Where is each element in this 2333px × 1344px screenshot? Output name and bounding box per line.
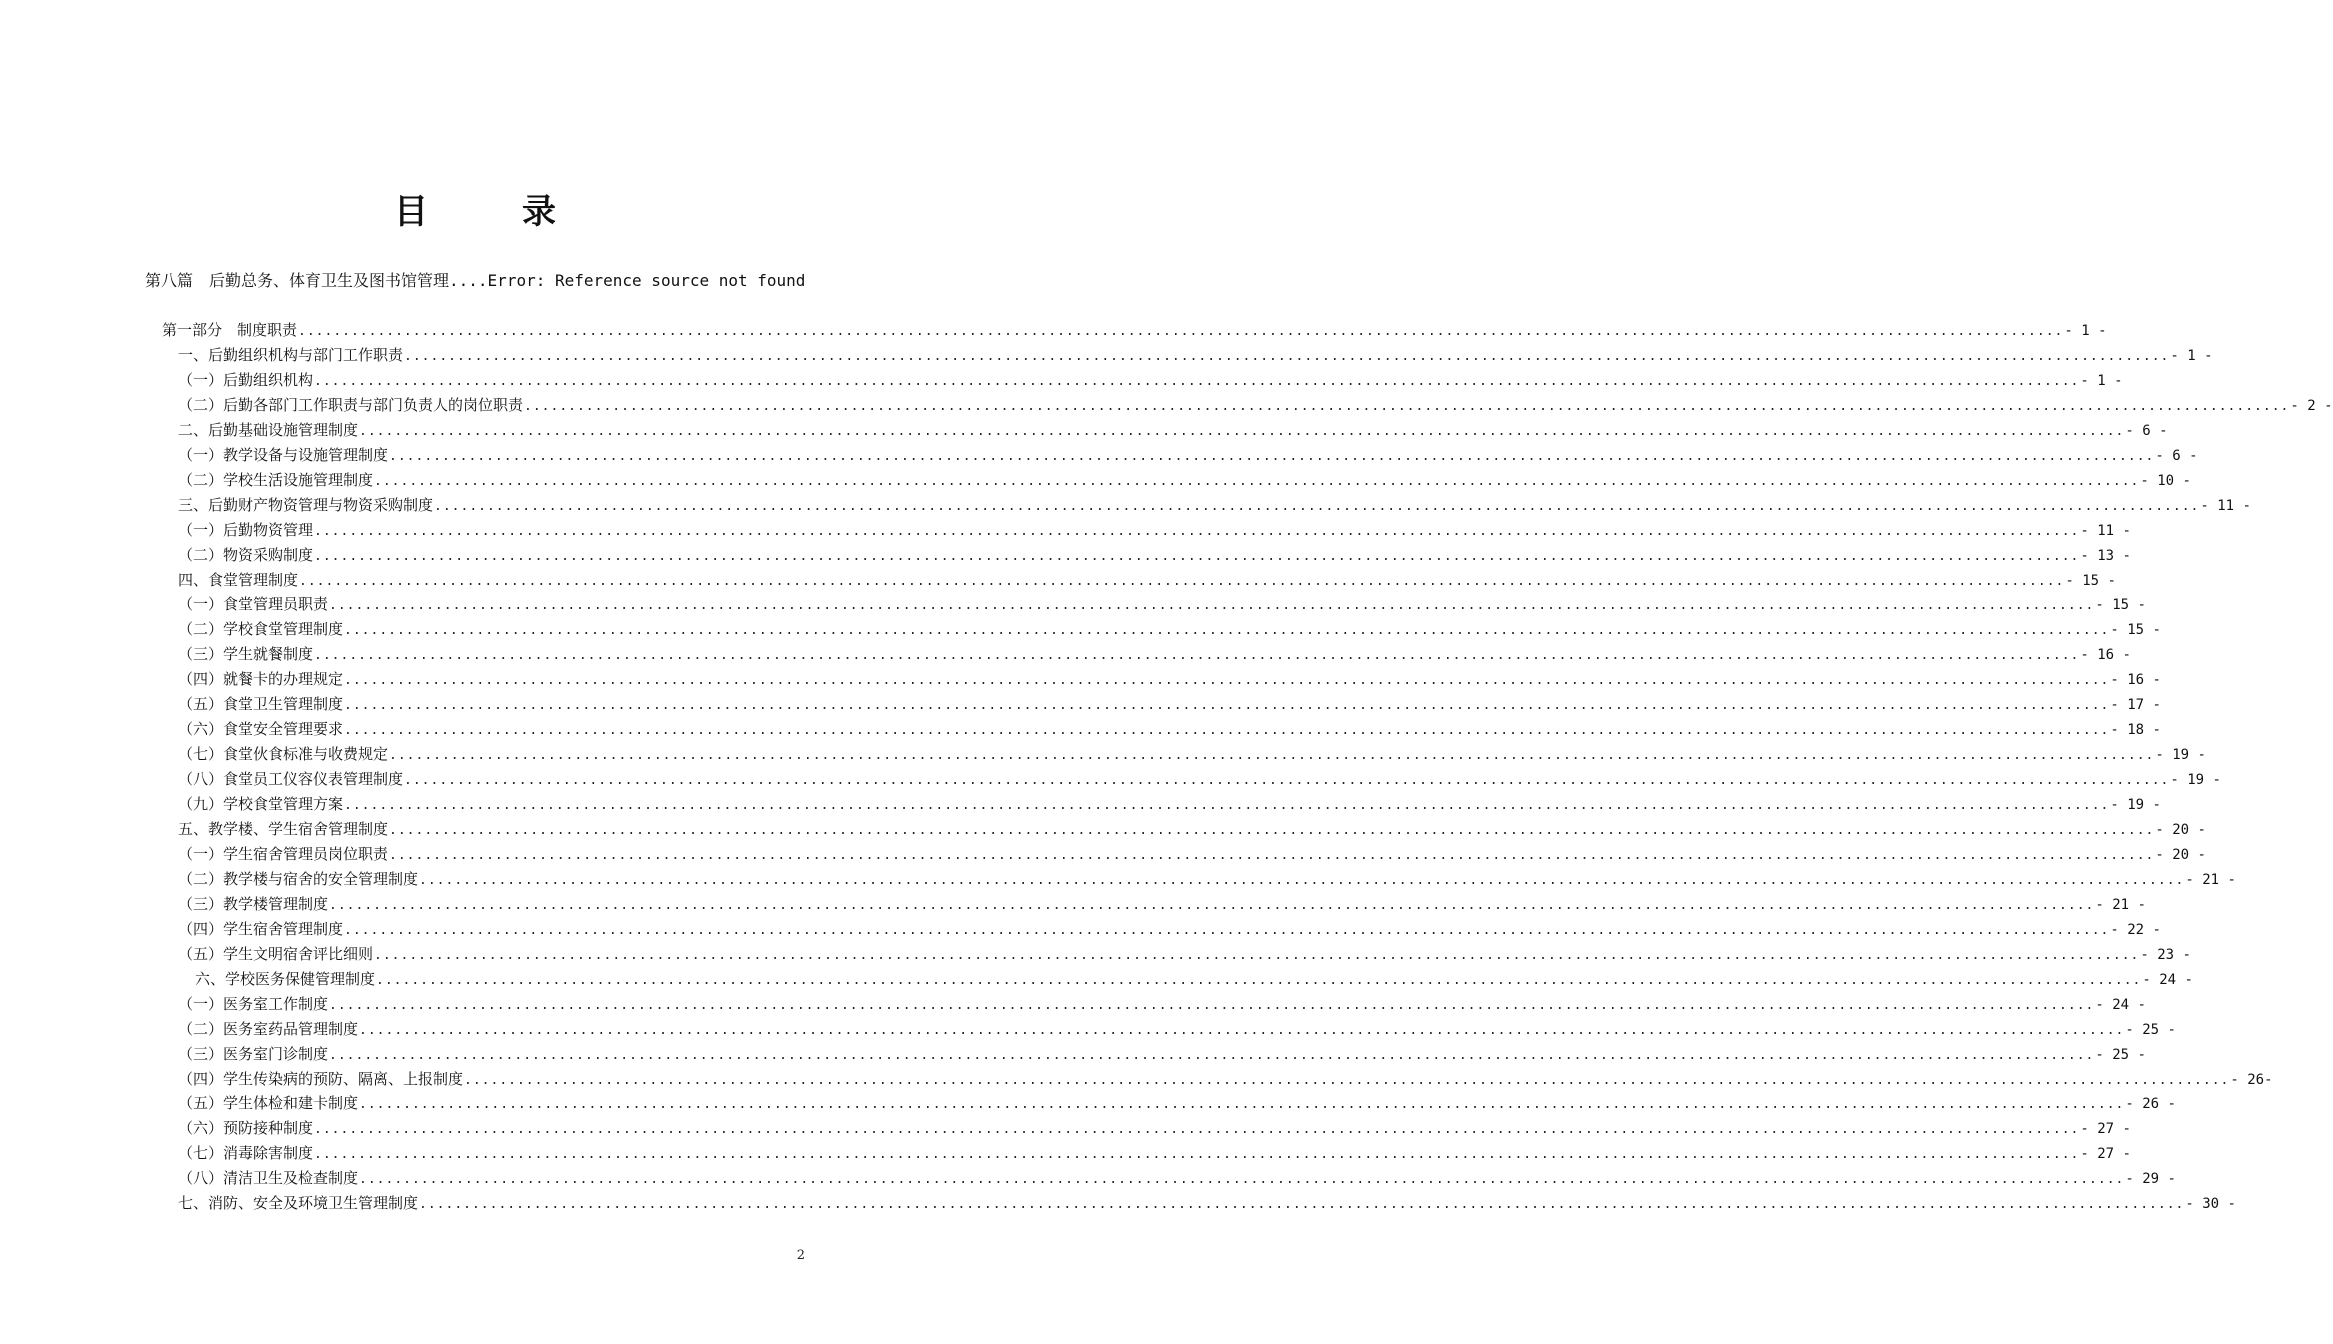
toc-leader-dots: ........................................................................................................................................................................................................ [419, 1197, 2185, 1213]
toc-entry-page: - 1 - [2080, 372, 2123, 389]
toc-leader-dots: ........................................................................................................................................................................................................ [299, 573, 2065, 589]
toc-entry-page: - 21 - [2185, 871, 2236, 888]
toc-entry-page: - 6 - [2125, 422, 2168, 439]
toc-entry-page: - 27 - [2080, 1121, 2131, 1138]
toc-leader-dots: ........................................................................................................................................................................................................ [359, 1172, 2125, 1188]
toc-leader-dots: ........................................................................................................................................................................................................ [404, 773, 2170, 789]
toc-entry-page: - 11 - [2080, 522, 2131, 539]
toc-leader-dots: ........................................................................................................................................................................................................ [344, 798, 2110, 814]
toc-leader-dots: ........................................................................................................................................................................................................ [389, 823, 2155, 838]
toc-entry-page: - 15 - [2065, 572, 2116, 589]
toc-entry[interactable] [178, 343, 2213, 368]
toc-leader-dots: ........................................................................................................................................................................................................ [419, 872, 2185, 888]
toc-entry[interactable] [178, 1191, 2236, 1216]
toc-leader-dots: ........................................................................................................................................................................................................ [389, 748, 2155, 764]
toc-entry-page: - 30 - [2185, 1196, 2236, 1213]
toc-entry-label: （二）医务室药品管理制度 [178, 1019, 359, 1038]
toc-entry[interactable] [178, 892, 2146, 917]
toc-entry[interactable] [178, 393, 2333, 418]
toc-entry[interactable] [178, 667, 2161, 692]
toc-entry-label: （六）预防接种制度 [178, 1119, 314, 1138]
toc-entry-label: （三）医务室门诊制度 [178, 1044, 329, 1063]
toc-title: 目 录 [394, 192, 586, 232]
toc-entry-page: - 16 - [2080, 647, 2131, 664]
toc-entry[interactable] [178, 543, 2131, 568]
toc-entry-label: 七、消防、安全及环境卫生管理制度 [178, 1194, 419, 1213]
toc-entry-label: （九）学校食堂管理方案 [178, 795, 344, 814]
toc-leader-dots: ........................................................................................................................................................................................................ [344, 623, 2110, 639]
toc-entry-label: （二）教学楼与宿舍的安全管理制度 [178, 869, 419, 888]
toc-leader-dots: ........................................................................................................................................................................................................ [329, 897, 2095, 913]
toc-entry-page: - 1 - [2170, 347, 2213, 364]
toc-leader-dots: ........................................................................................................................................................................................................ [374, 947, 2140, 963]
toc-entry-page: - 19 - [2170, 772, 2221, 789]
toc-entry-page: - 19 - [2110, 797, 2161, 814]
toc-entry[interactable] [178, 468, 2191, 493]
toc-entry[interactable] [178, 493, 2251, 518]
toc-leader-dots: ........................................................................................................................................................................................................ [329, 1047, 2095, 1063]
toc-leader-dots: ........................................................................................................................................................................................................ [314, 523, 2080, 539]
toc-entry-label: （一）医务室工作制度 [178, 994, 329, 1013]
toc-entry-page: - 29 - [2125, 1171, 2176, 1188]
toc-entry[interactable] [178, 1116, 2131, 1141]
toc-entry[interactable] [178, 617, 2161, 642]
toc-entry-label: （七）食堂伙食标准与收费规定 [178, 745, 389, 764]
toc-entry-label: （五）学生文明宿舍评比细则 [178, 944, 374, 963]
toc-entry-page: - 20 - [2155, 822, 2206, 838]
toc-entry[interactable] [178, 767, 2221, 792]
toc-heading-entry[interactable] [145, 268, 807, 293]
toc-entry-page: - 2 - [2290, 397, 2333, 414]
toc-entry-page: - 26- [2230, 1071, 2273, 1088]
toc-entry[interactable] [178, 942, 2191, 967]
toc-leader-dots: ........................................................................................................................................................................................................ [314, 1147, 2080, 1163]
toc-entry-page: - 20 - [2155, 846, 2206, 863]
toc-leader-dots: ........................................................................................................................................................................................................ [314, 373, 2080, 389]
toc-entry-label: （一）后勤物资管理 [178, 520, 314, 539]
toc-entry[interactable] [178, 1091, 2176, 1116]
toc-entry-page: - 16 - [2110, 672, 2161, 689]
toc-entry-label: （八）食堂员工仪容仪表管理制度 [178, 770, 404, 789]
toc-entry-label: （三）教学楼管理制度 [178, 894, 329, 913]
toc-entry-page: - 17 - [2110, 697, 2161, 714]
toc-entry[interactable] [162, 318, 2107, 343]
toc-leader-dots: ........................................................................................................................................................................................................ [344, 673, 2110, 689]
toc-leader-dots: ........................................................................................................................................................................................................ [376, 972, 2142, 988]
toc-leader-dots: ........................................................................................................................................................................................................ [389, 847, 2155, 863]
toc-entry-label: （一）食堂管理员职责 [178, 595, 329, 614]
toc-entry[interactable] [178, 867, 2236, 892]
toc-entry-page: - 19 - [2155, 747, 2206, 764]
toc-entry-label: （四）就餐卡的办理规定 [178, 670, 344, 689]
toc-leader-dots: ........................................................................................................................................................................................................ [314, 1122, 2080, 1138]
toc-entry-label: （八）清洁卫生及检查制度 [178, 1169, 359, 1188]
toc-leader-dots: ........................................................................................................................................................................................................ [298, 324, 2064, 339]
toc-leader-dots: ........................................................................................................................................................................................................ [344, 922, 2110, 938]
toc-leader-dots: ........................................................................................................................................................................................................ [389, 448, 2155, 464]
toc-entry[interactable] [178, 418, 2168, 443]
toc-entry[interactable] [178, 443, 2198, 468]
toc-entry-page: - 1 - [2064, 323, 2107, 339]
toc-entry[interactable] [178, 717, 2161, 742]
toc-entry[interactable] [178, 692, 2161, 717]
toc-entry-page: - 24 - [2142, 971, 2193, 988]
toc-entry-label: （一）教学设备与设施管理制度 [178, 445, 389, 464]
toc-entry-label: 第一部分 制度职责 [162, 321, 298, 339]
toc-leader-dots: ........................................................................................................................................................................................................ [404, 348, 2170, 364]
toc-entry[interactable] [178, 792, 2161, 817]
toc-entry[interactable] [178, 642, 2131, 667]
toc-entry-label: 五、教学楼、学生宿舍管理制度 [178, 820, 389, 838]
toc-entry-label: （四）学生传染病的预防、隔离、上报制度 [178, 1069, 464, 1088]
toc-entry[interactable] [178, 1141, 2131, 1166]
toc-entry-label: （一）后勤组织机构 [178, 370, 314, 389]
toc-entry[interactable] [195, 967, 2193, 992]
toc-entry[interactable] [178, 368, 2123, 393]
toc-entry-label: 一、后勤组织机构与部门工作职责 [178, 345, 404, 364]
toc-leader-dots: ........................................................................................................................................................................................................ [314, 548, 2080, 564]
toc-heading-ref: ....Error: Reference source not found [449, 271, 806, 290]
toc-entry-page: - 15 - [2110, 622, 2161, 639]
toc-entry-label: （三）学生就餐制度 [178, 645, 314, 664]
toc-entry[interactable] [178, 1042, 2146, 1067]
toc-entry[interactable] [178, 1166, 2176, 1191]
toc-heading-label: 第八篇 后勤总务、体育卫生及图书馆管理 [145, 271, 450, 290]
toc-entry[interactable] [178, 842, 2206, 867]
toc-leader-dots: ........................................................................................................................................................................................................ [359, 1097, 2125, 1113]
toc-entry-page: - 22 - [2110, 921, 2161, 938]
toc-entry-page: - 15 - [2095, 597, 2146, 614]
toc-entry-page: - 18 - [2110, 722, 2161, 739]
toc-leader-dots: ........................................................................................................................................................................................................ [524, 398, 2290, 414]
toc-entry[interactable] [178, 817, 2206, 842]
toc-entry-label: （五）学生体检和建卡制度 [178, 1094, 359, 1113]
toc-leader-dots: ........................................................................................................................................................................................................ [464, 1072, 2230, 1088]
toc-entry-label: 二、后勤基础设施管理制度 [178, 420, 359, 439]
toc-entry-page: - 25 - [2125, 1021, 2176, 1038]
toc-entry-label: （七）消毒除害制度 [178, 1144, 314, 1163]
toc-entry[interactable] [178, 518, 2131, 543]
toc-entry[interactable] [178, 992, 2146, 1017]
toc-entry-label: （二）物资采购制度 [178, 545, 314, 564]
toc-entry-label: （二）学校食堂管理制度 [178, 620, 344, 639]
toc-entry-page: - 24 - [2095, 996, 2146, 1013]
toc-entry[interactable] [178, 568, 2116, 593]
toc-leader-dots: ........................................................................................................................................................................................................ [329, 598, 2095, 614]
toc-entry-label: （四）学生宿舍管理制度 [178, 919, 344, 938]
toc-entry-label: （二）后勤各部门工作职责与部门负责人的岗位职责 [178, 395, 524, 414]
toc-entry-page: - 27 - [2080, 1146, 2131, 1163]
toc-entry-label: 四、食堂管理制度 [178, 570, 299, 589]
toc-entry[interactable] [178, 917, 2161, 942]
toc-entry-page: - 6 - [2155, 447, 2198, 464]
toc-leader-dots: ........................................................................................................................................................................................................ [329, 997, 2095, 1013]
page-number: 2 [796, 1248, 805, 1263]
toc-entry-page: - 26 - [2125, 1096, 2176, 1113]
toc-leader-dots: ........................................................................................................................................................................................................ [344, 723, 2110, 739]
toc-entry-label: （五）食堂卫生管理制度 [178, 695, 344, 714]
toc-entry-label: （二）学校生活设施管理制度 [178, 470, 374, 489]
toc-leader-dots: ........................................................................................................................................................................................................ [359, 1022, 2125, 1038]
toc-entry-label: 三、后勤财产物资管理与物资采购制度 [178, 495, 434, 514]
toc-entry-page: - 13 - [2080, 547, 2131, 564]
toc-leader-dots: ........................................................................................................................................................................................................ [434, 498, 2200, 514]
toc-entry-page: - 21 - [2095, 896, 2146, 913]
toc-leader-dots: ........................................................................................................................................................................................................ [344, 698, 2110, 714]
toc-leader-dots: ........................................................................................................................................................................................................ [359, 423, 2125, 439]
toc-entry-label: 六、学校医务保健管理制度 [195, 969, 376, 988]
toc-entry[interactable] [178, 742, 2206, 767]
toc-entry[interactable] [178, 1017, 2176, 1042]
toc-entry-page: - 10 - [2140, 472, 2191, 489]
toc-entry-label: （六）食堂安全管理要求 [178, 720, 344, 739]
toc-entry-label: （一）学生宿舍管理员岗位职责 [178, 844, 389, 863]
toc-entry-page: - 23 - [2140, 946, 2191, 963]
toc-entry[interactable] [178, 592, 2146, 617]
toc-entry-page: - 11 - [2200, 497, 2251, 514]
toc-leader-dots: ........................................................................................................................................................................................................ [314, 648, 2080, 664]
toc-entry-page: - 25 - [2095, 1046, 2146, 1063]
toc-entry[interactable] [178, 1067, 2273, 1092]
toc-leader-dots: ........................................................................................................................................................................................................ [374, 473, 2140, 489]
